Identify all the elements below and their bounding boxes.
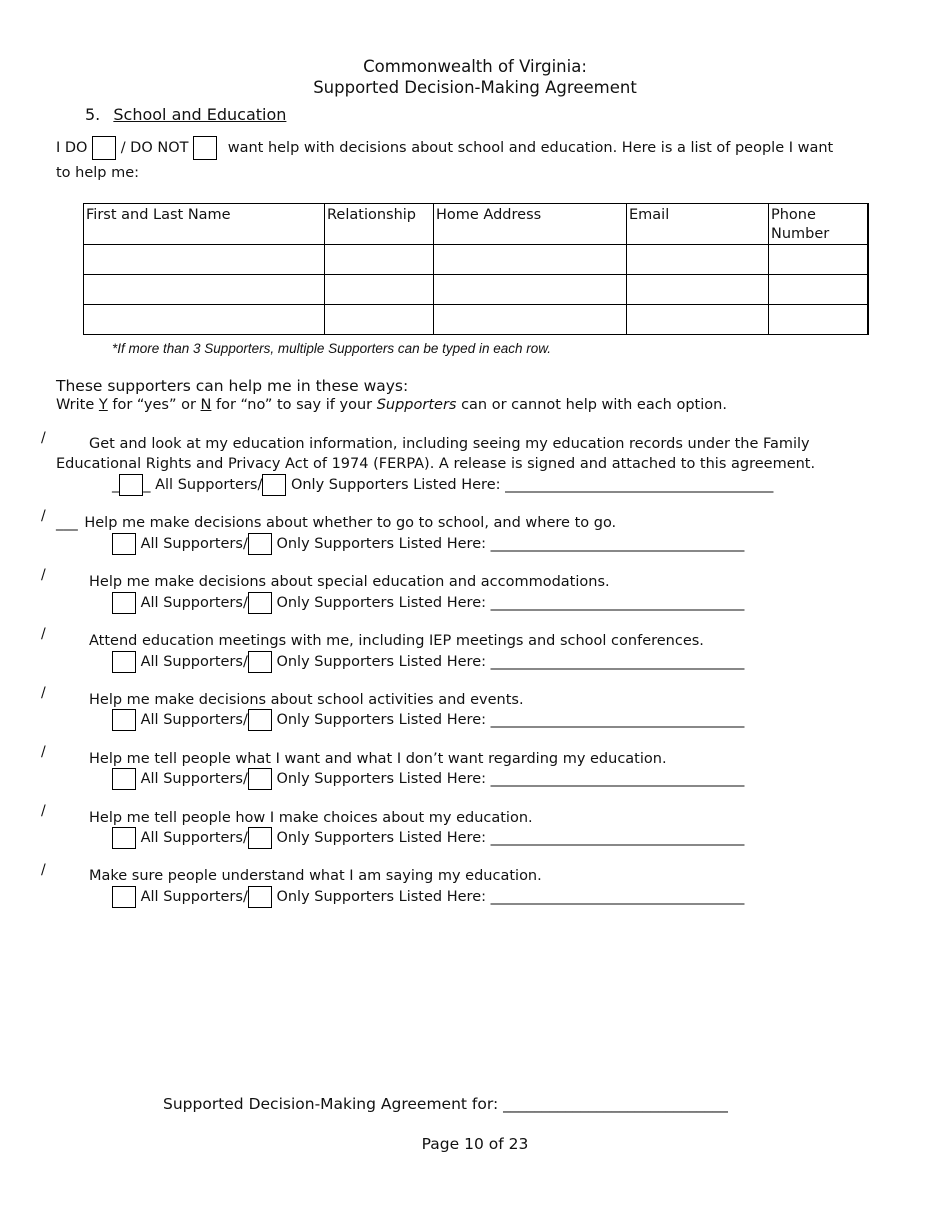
option-3-choices: All Supporters/ Only Supporters Listed Here: ___________________________________ [112, 592, 744, 614]
cell-address[interactable] [434, 275, 627, 305]
only-listed-checkbox[interactable] [248, 827, 272, 849]
cell-relationship[interactable] [325, 245, 434, 275]
i-do-checkbox[interactable] [92, 136, 116, 160]
option-7-text: Help me tell people how I make choices about my education. [89, 810, 533, 826]
supporters-blank[interactable]: ___________________________________ [490, 889, 745, 905]
cell-name[interactable] [84, 305, 325, 335]
doc-title-line1: Commonwealth of Virginia: [363, 57, 587, 76]
only-listed-checkbox[interactable] [248, 768, 272, 790]
only-listed-checkbox[interactable] [248, 533, 272, 555]
all-supporters-checkbox[interactable] [119, 474, 143, 496]
all-supporters-checkbox[interactable] [112, 592, 136, 614]
answer-slash[interactable]: / [41, 803, 46, 819]
supporters-blank[interactable]: ___________________________________ [490, 536, 745, 552]
option-4-text: Attend education meetings with me, including IEP meetings and school conferences. [89, 633, 704, 649]
intro-line [56, 136, 833, 160]
cell-email[interactable] [627, 245, 769, 275]
answer-slash[interactable]: / [41, 626, 46, 642]
option-2-choices: All Supporters/ Only Supporters Listed Here: ___________________________________ [112, 533, 744, 555]
supporters-blank[interactable]: ___________________________________ [490, 595, 745, 611]
answer-slash[interactable]: / [41, 508, 46, 524]
cell-name[interactable] [84, 275, 325, 305]
cell-email[interactable] [627, 305, 769, 335]
only-listed-checkbox[interactable] [248, 651, 272, 673]
all-supporters-checkbox[interactable] [112, 768, 136, 790]
all-supporters-checkbox[interactable] [112, 709, 136, 731]
ways-heading: These supporters can help me in these ways: [56, 377, 409, 395]
table-note: *If more than 3 Supporters, multiple Supporters can be typed in each row. [112, 341, 551, 356]
answer-slash[interactable]: / [41, 430, 46, 446]
supporters-blank[interactable]: ___________________________________ [490, 654, 745, 670]
all-supporters-checkbox[interactable] [112, 827, 136, 849]
yes-letter: Y [98, 397, 108, 413]
all-supporters-checkbox[interactable] [112, 533, 136, 555]
cell-relationship[interactable] [325, 275, 434, 305]
only-listed-checkbox[interactable] [248, 592, 272, 614]
section-title: School and Education [113, 105, 287, 124]
option-1-choices: _ _ All Supporters/ Only Supporters Listed Here: _____________________________________ [112, 474, 773, 496]
option-1-text: Get and look at my education information, including seeing my education records under the Family [89, 436, 810, 452]
col-header-address: Home Address [434, 204, 627, 245]
answer-slash[interactable]: / [41, 567, 46, 583]
option-7-choices: All Supporters/ Only Supporters Listed Here: ___________________________________ [112, 827, 744, 849]
only-listed-checkbox[interactable] [248, 709, 272, 731]
i-do-label: I DO [56, 140, 88, 156]
supporters-table [83, 203, 869, 335]
option-5-text: Help me make decisions about school activities and events. [89, 692, 524, 708]
all-supporters-checkbox[interactable] [112, 651, 136, 673]
option-6-choices: All Supporters/ Only Supporters Listed Here: ___________________________________ [112, 768, 744, 790]
option-2-text: ___ Help me make decisions about whether to go to school, and where to go. [56, 515, 617, 531]
supporters-blank[interactable]: ___________________________________ [490, 712, 745, 728]
cell-phone[interactable] [769, 305, 868, 335]
option-4-choices: All Supporters/ Only Supporters Listed Here: ___________________________________ [112, 651, 744, 673]
cell-name[interactable] [84, 245, 325, 275]
option-5-choices: All Supporters/ Only Supporters Listed Here: ___________________________________ [112, 709, 744, 731]
ways-instructions: Write Y for “yes” or N for “no” to say if your Supporters can or cannot help with each option. [56, 397, 727, 413]
option-6-text: Help me tell people what I want and what I don’t want regarding my education. [89, 751, 667, 767]
page-number: Page 10 of 23 [421, 1135, 529, 1153]
cell-email[interactable] [627, 275, 769, 305]
col-header-email: Email [627, 204, 769, 245]
table-row [84, 305, 868, 335]
intro-text: want help with decisions about school and education. Here is a list of people I want [227, 140, 834, 156]
supporters-italic: Supporters [376, 397, 457, 413]
table-row [84, 245, 868, 275]
section-heading [85, 105, 286, 124]
do-not-label: / DO NOT [120, 140, 189, 156]
supporters-blank[interactable]: ___________________________________ [490, 771, 745, 787]
cell-phone[interactable] [769, 245, 868, 275]
col-header-phone: Phone Number [769, 204, 868, 245]
agreement-for-line [163, 1095, 728, 1113]
cell-address[interactable] [434, 305, 627, 335]
answer-blank[interactable]: ___ [56, 515, 78, 531]
cell-address[interactable] [434, 245, 627, 275]
option-1-text-cont: Educational Rights and Privacy Act of 1974 (FERPA). A release is signed and attached to this agreement. [56, 456, 816, 472]
only-listed-checkbox[interactable] [262, 474, 286, 496]
col-header-name: First and Last Name [84, 204, 325, 245]
answer-slash[interactable]: / [41, 685, 46, 701]
supporters-blank[interactable]: _____________________________________ [505, 477, 774, 493]
option-8-choices: All Supporters/ Only Supporters Listed Here: ___________________________________ [112, 886, 744, 908]
doc-title-line2: Supported Decision-Making Agreement [313, 78, 637, 97]
agreement-for-blank[interactable]: _____________________________ [503, 1095, 728, 1113]
agreement-for-label: Supported Decision-Making Agreement for: [163, 1095, 499, 1113]
supporters-blank[interactable]: ___________________________________ [490, 830, 745, 846]
no-letter: N [200, 397, 212, 413]
table-header-row [84, 204, 868, 245]
option-8-text: Make sure people understand what I am saying my education. [89, 868, 542, 884]
do-not-checkbox[interactable] [193, 136, 217, 160]
intro-text-cont: to help me: [56, 165, 140, 181]
table-row [84, 275, 868, 305]
col-header-relationship: Relationship [325, 204, 434, 245]
section-number: 5. [85, 105, 101, 124]
answer-slash[interactable]: / [41, 744, 46, 760]
cell-phone[interactable] [769, 275, 868, 305]
all-supporters-checkbox[interactable] [112, 886, 136, 908]
answer-slash[interactable]: / [41, 862, 46, 878]
only-listed-checkbox[interactable] [248, 886, 272, 908]
option-3-text: Help me make decisions about special education and accommodations. [89, 574, 610, 590]
cell-relationship[interactable] [325, 305, 434, 335]
